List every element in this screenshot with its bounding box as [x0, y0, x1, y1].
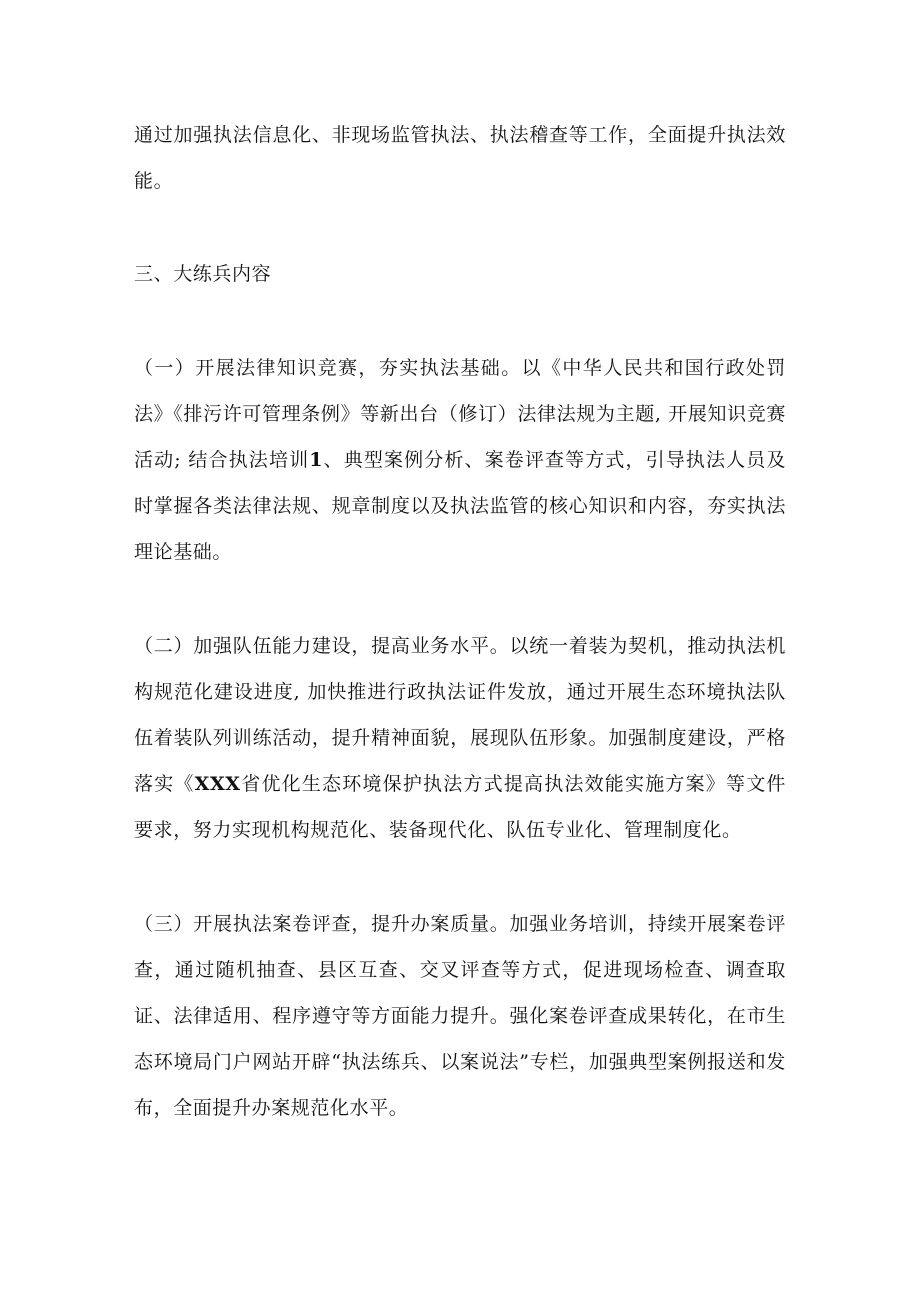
- bold-province-placeholder: XXX: [194, 773, 241, 795]
- paragraph-text-part-b: 、典型案例分析、案卷评查等方式，引导执法人员及时掌握各类法律法规、规章制度以及执法监管的核心知识和内容，夯实执法理论基础。: [134, 449, 786, 563]
- paragraph-text-part-b: 省优化生态环境保护执法方式提高执法效能实施方案》等文件要求，努力实现机构规范化、装备现代化、队伍专业化、管理制度化。: [134, 773, 786, 841]
- paragraph-text: （三）开展执法案卷评查，提升办案质量。加强业务培训，持续开展案卷评查，通过随机抽查、县区互查、交叉评查等方式，促进现场检查、调查取证、法律适用、程序遵守等方面能力提升。强化案卷评查成果转化，在市生态环境局门户网站开辟“执法练兵、以案说法”专栏，加强典型案例报送和发布，全面提升办案规范化水平。: [134, 913, 786, 1119]
- paragraph-text: 通过加强执法信息化、非现场监管执法、执法稽查等工作，全面提升执法效能。: [134, 124, 786, 192]
- paragraph-intro-conclusion: [134, 112, 786, 204]
- paragraph-team-capacity-building: [134, 623, 786, 853]
- paragraph-text-part-a: （一）开展法律知识竞赛，夯实执法基础。以《中华人民共和国行政处罚法》《排污许可管理条例》等新出台（修订）法律法规为主题, 开展知识竞赛活动; 结合执法培训: [134, 357, 786, 471]
- paragraph-case-file-review: [134, 901, 786, 1131]
- paragraph-legal-knowledge-contest: [134, 345, 786, 575]
- section-heading-text: 三、大练兵内容: [134, 263, 272, 285]
- paragraph-text-part-a: （二）加强队伍能力建设，提高业务水平。以统一着装为契机，推动执法机构规范化建设进度, 加快推进行政执法证件发放，通过开展生态环境执法队伍着装队列训练活动，提升精神面貌，展现队伍形象。加强制度建设，严格落实《: [134, 635, 786, 795]
- section-heading-training-content: [134, 251, 786, 297]
- bold-number: 1: [309, 449, 324, 471]
